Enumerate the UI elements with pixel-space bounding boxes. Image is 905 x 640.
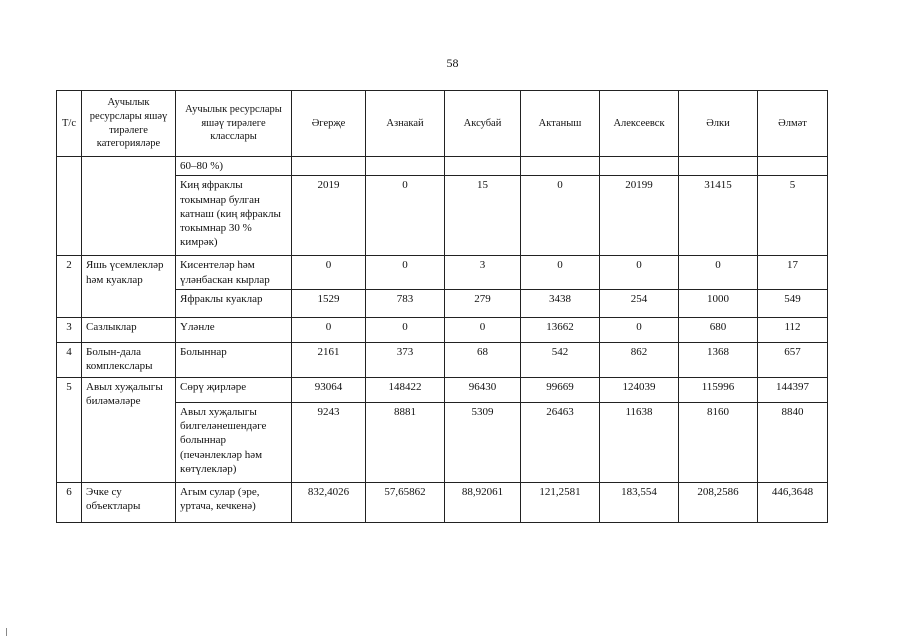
table-row xyxy=(57,482,828,522)
row-category: Авыл хуҗалыгы биләмәләре xyxy=(82,377,176,482)
cell-value: 13662 xyxy=(521,317,600,342)
cell-value: 373 xyxy=(366,342,445,377)
cell-value: 0 xyxy=(679,256,758,290)
cell-value: 96430 xyxy=(445,377,521,402)
cell-value: 862 xyxy=(600,342,679,377)
cell-value: 144397 xyxy=(758,377,828,402)
cell-value: 5309 xyxy=(445,402,521,482)
header-class: Аучылык ресурслары яшәү тирәлеге класслары xyxy=(176,91,292,157)
row-class: Кисентеләр һәм үләнбаскан кырлар xyxy=(176,256,292,290)
cell-value xyxy=(758,157,828,176)
cell-value: 8160 xyxy=(679,402,758,482)
row-category: Яшь үсемлекләр һәм куаклар xyxy=(82,256,176,318)
table-row xyxy=(57,157,828,176)
row-class: 60–80 %) xyxy=(176,157,292,176)
cell-value: 0 xyxy=(600,317,679,342)
header-tc: Т/с xyxy=(57,91,82,157)
row-class: Яфраклы куаклар xyxy=(176,289,292,317)
row-number: 2 xyxy=(57,256,82,318)
table-row xyxy=(57,342,828,377)
cell-value: 0 xyxy=(366,317,445,342)
cell-value: 783 xyxy=(366,289,445,317)
header-district: Азнакай xyxy=(366,91,445,157)
cell-value xyxy=(600,157,679,176)
cell-value: 31415 xyxy=(679,176,758,256)
page-number: 58 xyxy=(446,56,459,70)
cell-value: 657 xyxy=(758,342,828,377)
row-category: Сазлыклар xyxy=(82,317,176,342)
cell-value: 1368 xyxy=(679,342,758,377)
header-district: Әлки xyxy=(679,91,758,157)
cell-value xyxy=(521,157,600,176)
header-district: Әгерҗе xyxy=(292,91,366,157)
cell-value: 121,2581 xyxy=(521,482,600,522)
header-district: Актаныш xyxy=(521,91,600,157)
table-row xyxy=(57,377,828,402)
cell-value: 1529 xyxy=(292,289,366,317)
cell-value xyxy=(366,157,445,176)
cell-value: 57,65862 xyxy=(366,482,445,522)
cell-value: 2019 xyxy=(292,176,366,256)
cell-value: 0 xyxy=(600,256,679,290)
cell-value: 3438 xyxy=(521,289,600,317)
row-number: 4 xyxy=(57,342,82,377)
cell-value: 2161 xyxy=(292,342,366,377)
cell-value: 0 xyxy=(292,317,366,342)
cell-value xyxy=(292,157,366,176)
cell-value: 112 xyxy=(758,317,828,342)
cell-value: 17 xyxy=(758,256,828,290)
cell-value: 26463 xyxy=(521,402,600,482)
header-district: Әлмәт xyxy=(758,91,828,157)
header-row xyxy=(57,91,828,157)
cell-value: 0 xyxy=(366,176,445,256)
row-category: Эчке су объектлары xyxy=(82,482,176,522)
row-number: 6 xyxy=(57,482,82,522)
cell-value xyxy=(445,157,521,176)
cell-value: 0 xyxy=(521,256,600,290)
row-class: Агым сулар (эре, уртача, кечкенә) xyxy=(176,482,292,522)
cell-value: 254 xyxy=(600,289,679,317)
cell-value: 542 xyxy=(521,342,600,377)
cell-value: 11638 xyxy=(600,402,679,482)
cell-value: 832,4026 xyxy=(292,482,366,522)
row-class: Киң яфраклы токымнар булган катнаш (киң яфраклы токымнар 30 % кимрәк) xyxy=(176,176,292,256)
row-category xyxy=(82,157,176,256)
margin-mark xyxy=(6,628,7,636)
cell-value: 1000 xyxy=(679,289,758,317)
row-class: Үләнле xyxy=(176,317,292,342)
header-district: Алексеевск xyxy=(600,91,679,157)
cell-value: 8881 xyxy=(366,402,445,482)
cell-value: 279 xyxy=(445,289,521,317)
cell-value xyxy=(679,157,758,176)
cell-value: 3 xyxy=(445,256,521,290)
cell-value: 8840 xyxy=(758,402,828,482)
row-number: 3 xyxy=(57,317,82,342)
cell-value: 0 xyxy=(521,176,600,256)
table-row xyxy=(57,317,828,342)
cell-value: 0 xyxy=(445,317,521,342)
cell-value: 68 xyxy=(445,342,521,377)
row-class: Болыннар xyxy=(176,342,292,377)
header-district: Аксубай xyxy=(445,91,521,157)
cell-value: 99669 xyxy=(521,377,600,402)
habitat-table xyxy=(56,90,828,523)
row-number: 5 xyxy=(57,377,82,482)
cell-value: 9243 xyxy=(292,402,366,482)
cell-value: 115996 xyxy=(679,377,758,402)
cell-value: 15 xyxy=(445,176,521,256)
table-row xyxy=(57,256,828,290)
cell-value: 5 xyxy=(758,176,828,256)
row-number xyxy=(57,157,82,256)
cell-value: 20199 xyxy=(600,176,679,256)
row-category: Болын-дала комплекслары xyxy=(82,342,176,377)
cell-value: 93064 xyxy=(292,377,366,402)
cell-value: 446,3648 xyxy=(758,482,828,522)
cell-value: 0 xyxy=(366,256,445,290)
cell-value: 0 xyxy=(292,256,366,290)
cell-value: 183,554 xyxy=(600,482,679,522)
cell-value: 124039 xyxy=(600,377,679,402)
cell-value: 208,2586 xyxy=(679,482,758,522)
row-class: Авыл хуҗалыгы билгеләнешендәге болыннар (печәнлекләр һәм көтүлекләр) xyxy=(176,402,292,482)
cell-value: 549 xyxy=(758,289,828,317)
cell-value: 680 xyxy=(679,317,758,342)
header-category: Аучылык ресурслары яшәү тирәлеге категорияләре xyxy=(82,91,176,157)
cell-value: 148422 xyxy=(366,377,445,402)
cell-value: 88,92061 xyxy=(445,482,521,522)
row-class: Сөрү җирләре xyxy=(176,377,292,402)
